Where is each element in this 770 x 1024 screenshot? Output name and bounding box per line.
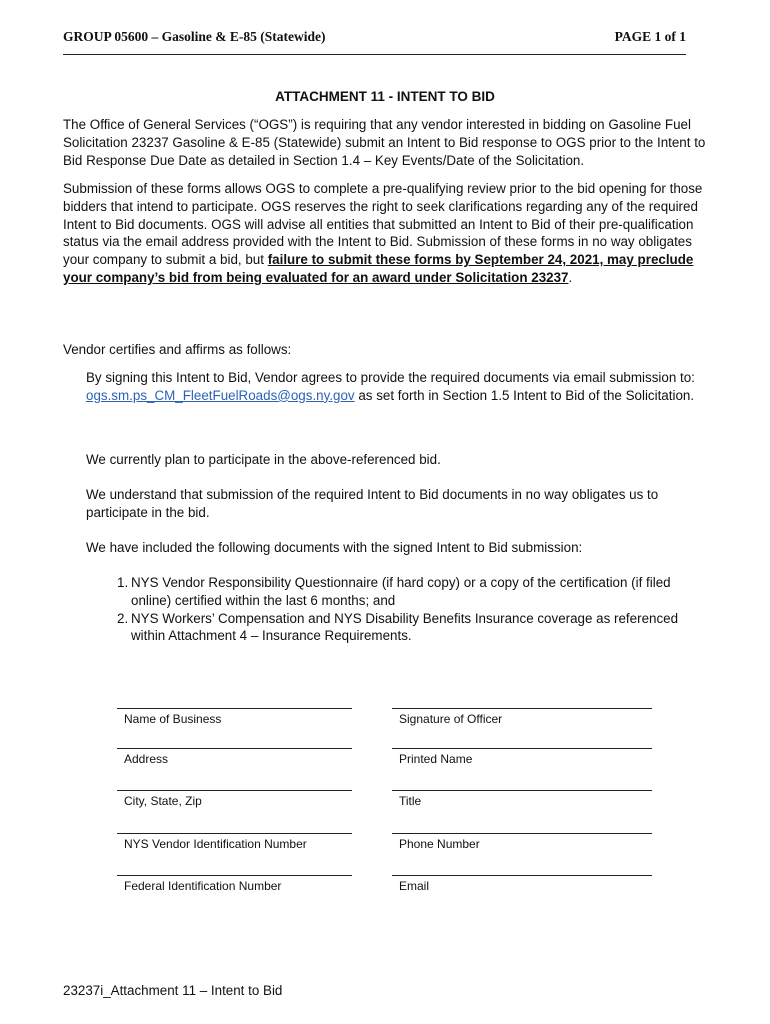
documents-list [86,574,706,645]
group-title: GROUP 05600 – Gasoline & E-85 (Statewide) [63,29,326,44]
signing-paragraph [86,369,706,405]
list-item [86,574,706,610]
included-statement: We have included the following documents with the signed Intent to Bid submission: [86,540,583,555]
page-number: PAGE 1 of 1 [614,29,686,44]
document-title: ATTACHMENT 11 - INTENT TO BID [275,89,495,104]
signing-before: By signing this Intent to Bid, Vendor agrees to provide the required documents via email submission to: [86,370,695,385]
submission-text: Submission of these forms allows OGS to complete a pre-qualifying review prior to the bid opening for those bidders that intend to participate. OGS reserves the right to seek clarifications regarding any of the required Intent to Bid documents. OGS will advise all entities that submitted an Intent to Bid of their pre-qualification status via the email address provided with the Intent to Bid. Submission of these forms in no way obligates your company to submit a bid, but [63,181,703,268]
list-item-number: 2. [117,610,129,626]
email-field[interactable]: Email [392,875,652,893]
intro-paragraph: The Office of General Services (“OGS”) is requiring that any vendor interested in bidding on Gasoline Fuel Solicitation 23237 Gasoline & E-85 (Statewide) submit an Intent to Bid response to OGS prior to the Intent to Bid Response Due Date as detailed in Section 1.4 – Key Events/Date of the Solicitation. [63,117,706,168]
city-state-zip-field[interactable]: City, State, Zip [117,790,352,808]
list-item-text: NYS Workers’ Compensation and NYS Disability Benefits Insurance coverage as referenced within Attachment 4 – Insurance Requirements. [131,610,679,644]
understand-statement: We understand that submission of the required Intent to Bid documents in no way obligates us to participate in the bid. [86,487,659,520]
federal-id-field[interactable]: Federal Identification Number [117,875,352,893]
list-item [86,610,706,646]
nys-vendor-id-field[interactable]: NYS Vendor Identification Number [117,833,352,851]
address-field[interactable]: Address [117,748,352,766]
list-item-text: NYS Vendor Responsibility Questionnaire (if hard copy) or a copy of the certification (if filed online) certified within the last 6 months; and [131,575,671,608]
phone-number-field[interactable]: Phone Number [392,833,652,851]
deadline-warning: failure to submit these forms by September 24, 2021, may preclude your company’s bid from being evaluated for an award under Solicitation 23237 [63,252,694,285]
submission-end: . [568,269,573,285]
printed-name-field[interactable]: Printed Name [392,748,652,766]
name-of-business-field[interactable]: Name of Business [117,708,352,726]
email-link[interactable]: ogs.sm.ps_CM_FleetFuelRoads@ogs.ny.gov [86,387,355,403]
list-item-number: 1. [117,575,129,590]
page-footer: 23237i_Attachment 11 – Intent to Bid [63,983,283,998]
plan-statement: We currently plan to participate in the above-referenced bid. [86,452,441,467]
page-header [63,29,686,55]
signing-after: as set forth in Section 1.5 Intent to Bid of the Solicitation. [354,387,695,403]
certifies-heading: Vendor certifies and affirms as follows: [63,342,292,357]
submission-paragraph [63,180,708,287]
title-field[interactable]: Title [392,790,652,808]
signature-of-officer-field[interactable]: Signature of Officer [392,708,652,726]
